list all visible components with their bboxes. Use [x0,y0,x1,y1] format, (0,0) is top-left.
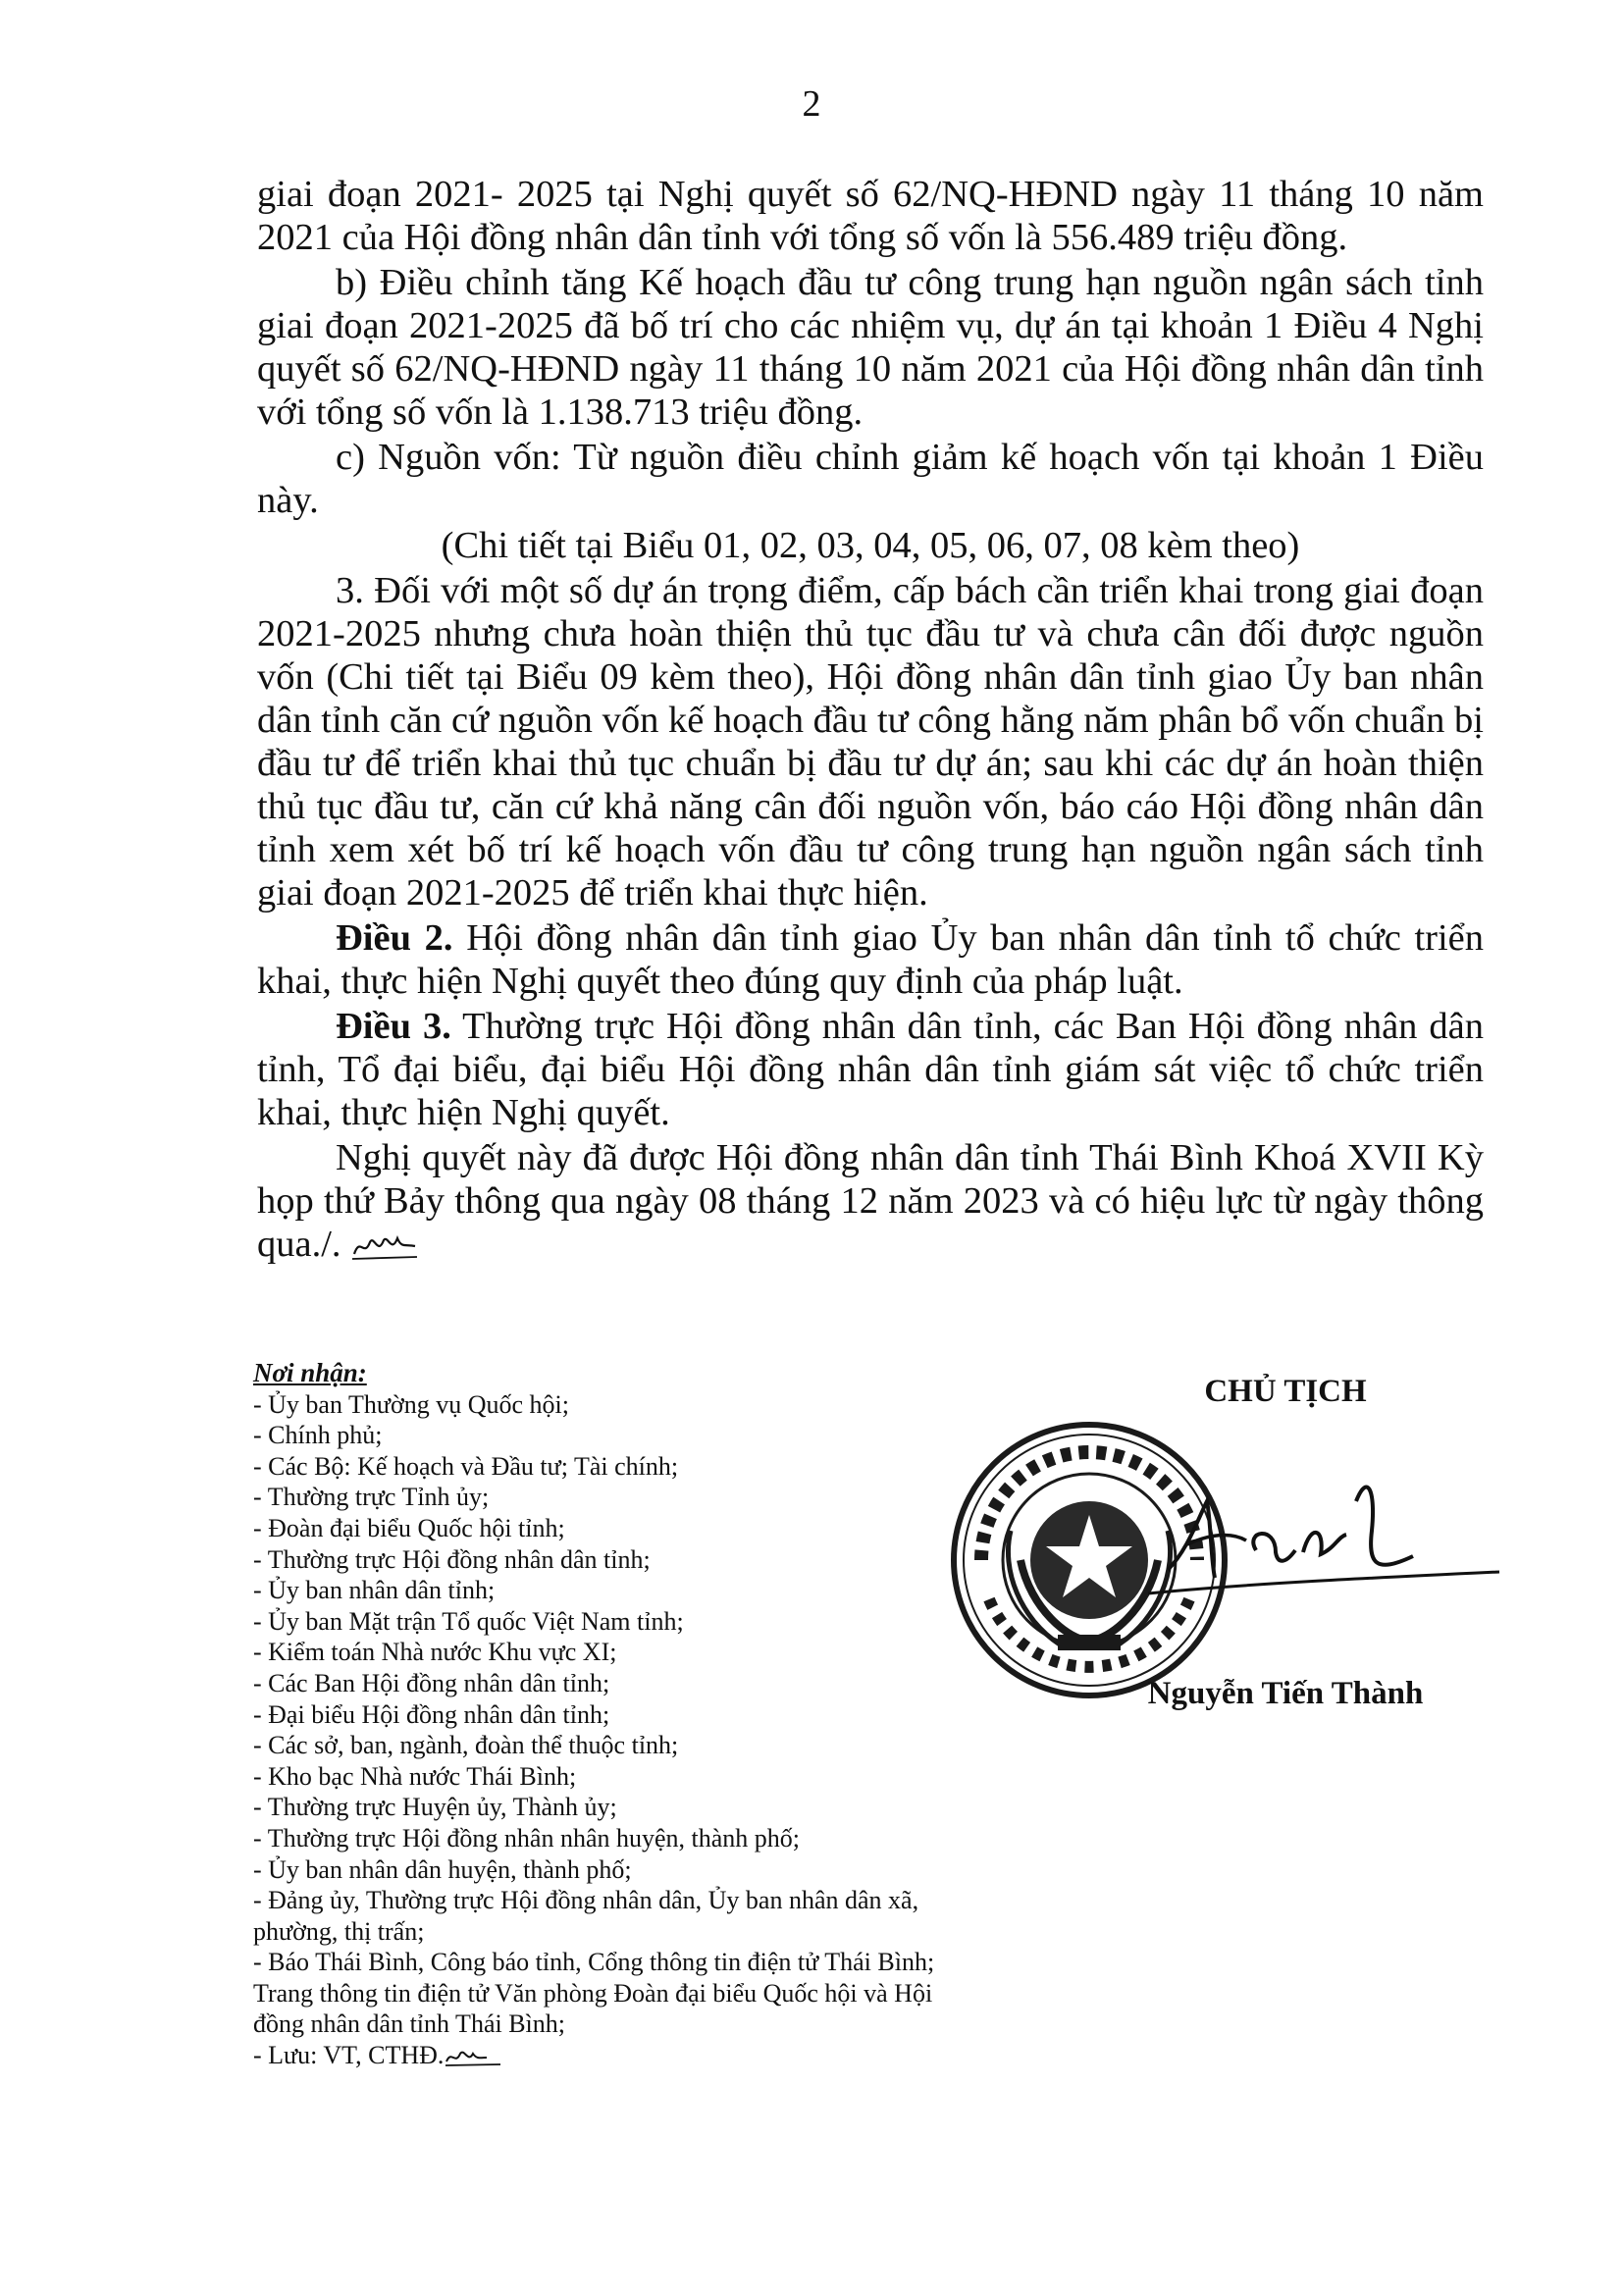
recipient-item: - Báo Thái Bình, Công báo tỉnh, Cổng thông tin điện tử Thái Bình; Trang thông tin điện tử Văn phòng Đoàn đại biểu Quốc hội và Hội đồng nhân dân tỉnh Thái Bình; [253,1948,935,2039]
recipient-item: - Đảng ủy, Thường trực Hội đồng nhân dân, Ủy ban nhân dân xã, phường, thị trấn; [253,1886,919,1946]
signature-block [981,1374,1492,1727]
paragraph-continuation: giai đoạn 2021- 2025 tại Nghị quyết số 62/NQ-HĐND ngày 11 tháng 10 năm 2021 của Hội đồng nhân dân tỉnh với tổng số vốn là 556.489 triệu đồng. [257,174,1484,258]
signer-title: CHỦ TỊCH [1204,1374,1367,1409]
recipient-item: - Đoàn đại biểu Quốc hội tỉnh; [253,1513,565,1542]
recipient-item-text: - Lưu: VT, CTHĐ. [253,2041,445,2070]
recipient-item: - Thường trực Huyện ủy, Thành ủy; [253,1793,617,1822]
closing-paragraph [257,1136,1484,1266]
recipient-item [253,2040,940,2071]
initials-mark [350,1232,419,1262]
paragraph-c: c) Nguồn vốn: Từ nguồn điều chỉnh giảm kế hoạch vốn tại khoản 1 Điều này. [257,437,1484,521]
recipient-item: - Các sở, ban, ngành, đoàn thể thuộc tỉnh; [253,1731,679,1760]
signer-name: Nguyễn Tiến Thành [1147,1676,1424,1711]
recipients-block [253,1358,940,2071]
recipients-list [253,1389,940,2071]
recipient-item: - Các Bộ: Kế hoạch và Đầu tư; Tài chính; [253,1451,679,1481]
article-2-text: Hội đồng nhân dân tỉnh giao Ủy ban nhân dân tỉnh tổ chức triển khai, thực hiện Nghị quyết theo đúng quy định của pháp luật. [257,917,1485,1002]
article-3 [257,1005,1484,1134]
paragraph-3: 3. Đối với một số dự án trọng điểm, cấp bách cần triển khai trong giai đoạn 2021-2025 nhưng chưa hoàn thiện thủ tục đầu tư và chưa cân đối được nguồn vốn (Chi tiết tại Biểu 09 kèm theo), Hội đồng nhân dân tỉnh giao Ủy ban nhân dân tỉnh căn cứ nguồn vốn kế hoạch đầu tư công hằng năm phân bổ vốn chuẩn bị đầu tư để triển khai thủ tục chuẩn bị đầu tư dự án; sau khi các dự án hoàn thiện thủ tục đầu tư, căn cứ khả năng cân đối nguồn vốn, báo cáo Hội đồng nhân dân tỉnh xem xét bố trí kế hoạch vốn đầu tư công trung hạn nguồn ngân sách tỉnh giai đoạn 2021-2025 để triển khai thực hiện. [257,570,1484,913]
article-2-label: Điều 2. [336,917,453,959]
recipient-item: - Chính phủ; [253,1421,383,1450]
paragraph-b: b) Điều chỉnh tăng Kế hoạch đầu tư công trung hạn nguồn ngân sách tỉnh giai đoạn 2021-2025 đã bố trí cho các nhiệm vụ, dự án tại khoản 1 Điều 4 Nghị quyết số 62/NQ-HĐND ngày 11 tháng 10 năm 2021 của Hội đồng nhân dân tỉnh với tổng số vốn là 1.138.713 triệu đồng. [257,262,1484,433]
recipient-item: - Đại biểu Hội đồng nhân dân tỉnh; [253,1699,610,1729]
article-3-text: Thường trực Hội đồng nhân dân tỉnh, các Ban Hội đồng nhân dân tỉnh, Tổ đại biểu, đại biểu Hội đồng nhân dân tỉnh giám sát việc tổ chức triển khai, thực hiện Nghị quyết. [257,1006,1484,1133]
handwritten-signature [1128,1462,1501,1609]
initials-mark-small [444,2046,502,2069]
recipient-item: - Ủy ban Thường vụ Quốc hội; [253,1389,569,1419]
article-2 [257,916,1484,1003]
recipient-item: - Ủy ban nhân dân tỉnh; [253,1576,496,1605]
closing-text: Nghị quyết này đã được Hội đồng nhân dân tỉnh Thái Bình Khoá XVII Kỳ họp thứ Bảy thông qua ngày 08 tháng 12 năm 2023 và có hiệu lực từ ngày thông qua./. [257,1137,1484,1265]
recipient-item: - Ủy ban Mặt trận Tổ quốc Việt Nam tỉnh; [253,1606,684,1636]
document-body [257,173,1484,1268]
recipient-item: - Thường trực Tỉnh ủy; [253,1483,490,1512]
recipient-item: - Thường trực Hội đồng nhân nhân huyện, thành phố; [253,1823,801,1852]
recipients-heading: Nơi nhận: [253,1358,367,1387]
recipient-item: - Các Ban Hội đồng nhân dân tỉnh; [253,1668,610,1697]
recipient-item: - Kho bạc Nhà nước Thái Bình; [253,1761,577,1791]
recipient-item: - Thường trực Hội đồng nhân dân tỉnh; [253,1544,651,1574]
page-number: 2 [802,83,821,125]
recipient-item: - Kiểm toán Nhà nước Khu vực XI; [253,1638,617,1667]
paragraph-detail-note: (Chi tiết tại Biểu 01, 02, 03, 04, 05, 06, 07, 08 kèm theo) [441,525,1300,566]
recipient-item: - Ủy ban nhân dân huyện, thành phố; [253,1854,632,1884]
article-3-label: Điều 3. [336,1006,451,1047]
